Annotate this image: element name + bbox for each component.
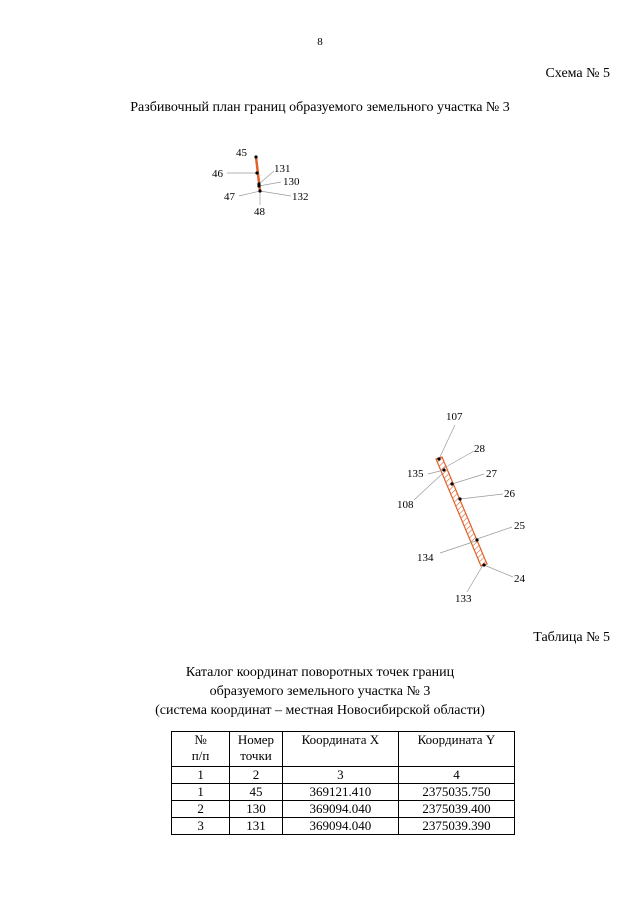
- caption-line-3: (система координат – местная Новосибирской области): [155, 703, 485, 718]
- table-cell: 3: [282, 767, 398, 784]
- table-cell: 130: [230, 801, 283, 818]
- point-label-26: 26: [504, 488, 515, 500]
- point-24-marker: [482, 563, 485, 566]
- table-cell: 4: [398, 767, 514, 784]
- point-26-marker: [458, 497, 461, 500]
- leader-line: [467, 565, 483, 592]
- table-row: [172, 784, 515, 801]
- leader-line: [460, 494, 503, 499]
- leader-line: [259, 171, 274, 184]
- point-130-marker: [257, 184, 260, 187]
- table-cell: 1: [172, 767, 230, 784]
- table-cell: 3: [172, 818, 230, 835]
- column-index-row: [172, 767, 515, 784]
- point-135-marker: [442, 468, 445, 471]
- leader-line: [477, 527, 512, 539]
- point-45-marker: [254, 155, 257, 158]
- leader-line: [439, 425, 455, 459]
- table-cell: 2: [230, 767, 283, 784]
- header-row-number: № п/п: [172, 732, 230, 767]
- point-label-47: 47: [224, 191, 235, 203]
- point-46-marker: [255, 171, 258, 174]
- leader-line: [259, 182, 281, 186]
- table-cell: 45: [230, 784, 283, 801]
- page-number: 8: [317, 36, 323, 48]
- point-label-45: 45: [236, 147, 247, 159]
- point-25-marker: [475, 538, 478, 541]
- table-cell: 2: [172, 801, 230, 818]
- table-cell: 369094.040: [282, 801, 398, 818]
- point-label-108: 108: [397, 499, 414, 511]
- point-label-25: 25: [514, 520, 525, 532]
- table-cell: 131: [230, 818, 283, 835]
- point-47-marker: [258, 189, 261, 192]
- caption-line-2: образуемого земельного участка № 3: [209, 684, 431, 699]
- boundary-strip: [436, 457, 487, 566]
- plan-title: Разбивочный план границ образуемого земельного участка № 3: [130, 100, 510, 115]
- point-27-marker: [450, 482, 453, 485]
- point-label-130: 130: [283, 176, 300, 188]
- scheme-label: Схема № 5: [545, 66, 610, 81]
- upper-point-cluster: [212, 147, 309, 218]
- table-header-row: [172, 732, 515, 767]
- table-row: [172, 818, 515, 835]
- point-label-133: 133: [455, 593, 472, 605]
- table-cell: 1: [172, 784, 230, 801]
- table-cell: 2375039.390: [398, 818, 514, 835]
- point-label-107: 107: [446, 411, 463, 423]
- header-coordinate-y: Координата Y: [398, 732, 514, 767]
- leader-line: [444, 451, 474, 468]
- table-caption: [0, 663, 640, 720]
- leader-line: [484, 565, 513, 577]
- header-coordinate-x: Координата X: [282, 732, 398, 767]
- point-label-28: 28: [474, 443, 485, 455]
- lower-point-cluster: [397, 411, 526, 605]
- leader-line: [239, 191, 260, 196]
- point-107-marker: [437, 457, 440, 460]
- table-cell: 369121.410: [282, 784, 398, 801]
- table-cell: 2375039.400: [398, 801, 514, 818]
- table-cell: 369094.040: [282, 818, 398, 835]
- table-row: [172, 801, 515, 818]
- header-point-number: Номер точки: [230, 732, 283, 767]
- table-cell: 2375035.750: [398, 784, 514, 801]
- point-label-132: 132: [292, 191, 309, 203]
- point-label-48: 48: [254, 206, 265, 218]
- point-label-27: 27: [486, 468, 497, 480]
- point-label-134: 134: [417, 552, 434, 564]
- point-label-135: 135: [407, 468, 424, 480]
- leader-line: [260, 191, 291, 196]
- point-label-24: 24: [514, 573, 525, 585]
- point-label-131: 131: [274, 163, 291, 175]
- leader-line: [440, 541, 476, 553]
- point-label-46: 46: [212, 168, 223, 180]
- coordinates-table: [171, 731, 515, 835]
- leader-line: [452, 474, 484, 484]
- table-label: Таблица № 5: [533, 630, 610, 645]
- caption-line-1: Каталог координат поворотных точек границ: [185, 665, 455, 680]
